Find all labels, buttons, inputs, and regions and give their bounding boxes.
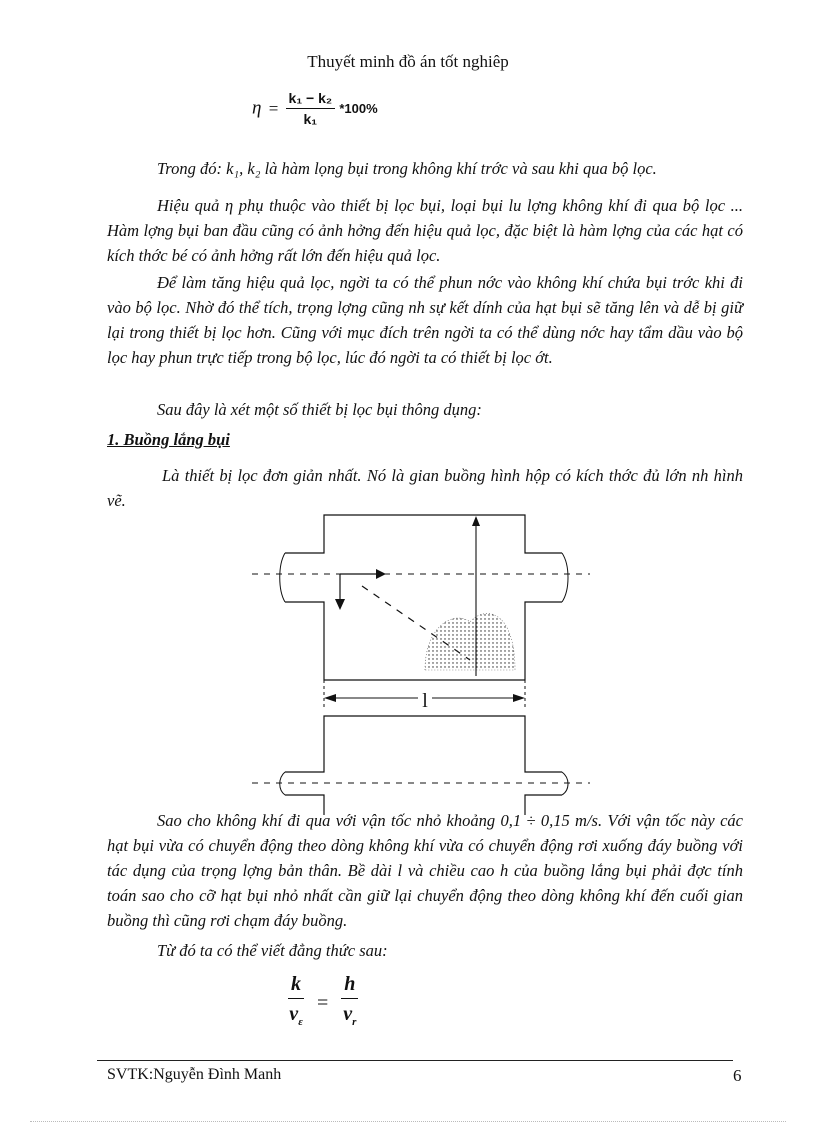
height-arrowhead (472, 516, 480, 526)
footer-rule (97, 1060, 733, 1061)
efficiency-formula (252, 88, 378, 129)
paragraph-definition: Trong đó: k₁, k₂ là hàm lọng bụi trong không khí trớc và sau khi qua bộ lọc. (157, 159, 657, 178)
right-fraction (341, 970, 358, 1037)
paragraph-velocity: Sao cho không khí đi qua với vận tốc nhỏ khoảng 0,1 ÷ 0,15 m/s. Với vận tốc này các hạt bụi vừa có chuyển động theo dòng không khí vừa có chuyển động rơi xuống đáy buồng với tác dụng của trọng lợng bản thân. Bề dài l và chiều cao h của buồng lắng bụi phải đợc tính toán sao cho cỡ hạt bụi nhỏ nhất cần giữ lại chuyển động theo dòng không khí đến cuối gian buồng thì cũng rơi chạm đáy buồng. (107, 811, 743, 930)
left-denominator: $v_\varepsilon$ (289, 1003, 303, 1028)
paragraph-water-spray: Để làm tăng hiệu quả lọc, ngời ta có thể phun nớc vào không khí chứa bụi trớc khi đi vào bộ lọc. Nhờ đó thể tích, trọng lợng cũng nh sự kết dính của hạt bụi sẽ tăng lên và dễ bị giữ lại trong thiết bị lọc hơn. Cũng với mục đích trên ngời ta có thể dùng nớc hay tẩm dầu vào bộ lọc hay phun trực tiếp trong bộ lọc, lúc đó ngời ta có thiết bị lọc ớt. (107, 273, 743, 367)
chamber-top-outline (285, 515, 562, 553)
side-top-outline (285, 716, 562, 772)
equation-equals: = (317, 992, 329, 1014)
fall-arrowhead (335, 599, 345, 610)
flow-arrowhead (376, 569, 386, 579)
length-label: l (422, 690, 428, 712)
left-numerator: k (288, 970, 304, 999)
paragraph-equation-intro: Từ đó ta có thể viết đẳng thức sau: (157, 941, 388, 960)
section-heading: 1. Buồng lắng bụi (107, 430, 230, 449)
percent-suffix: *100% (339, 101, 378, 116)
paragraph-settling-chamber: Là thiết bị lọc đơn giản nhất. Nó là gian buồng hình hộp có kích thớc đủ lớn nh hình vẽ. (107, 466, 743, 510)
settling-equation (288, 970, 358, 1037)
chamber-bottom-outline (285, 602, 562, 680)
left-fraction (288, 970, 304, 1037)
outlet-pipe-break (562, 553, 568, 602)
paragraph-efficiency: Hiệu quả η phụ thuộc vào thiết bị lọc bụi, loại bụi lu lợng không khí đi qua bộ lọc ... Hàm lợng bụi ban đầu cũng có ảnh hởng đến hiệu quả lọc, đặc biệt là hàm lợng của các hạt có kích thớc bé có ảnh hởng rất lớn đến hiệu quả lọc. (107, 196, 743, 265)
dust-deposit (425, 614, 515, 670)
fraction-denominator: k₁ (303, 111, 318, 127)
page-number: 6 (733, 1066, 742, 1085)
page-edge-dots (30, 1121, 786, 1122)
page-header: Thuyết minh đồ án tốt nghiêp (307, 52, 509, 71)
right-denominator: $v_r$ (343, 1003, 357, 1028)
eta-symbol: η (252, 97, 262, 119)
footer-author: SVTK:Nguyễn Đình Manh (107, 1066, 282, 1083)
dim-arrow-left (324, 694, 336, 702)
inlet-pipe-break (280, 553, 285, 602)
equals-sign: = (268, 98, 279, 118)
right-numerator: h (341, 970, 358, 999)
dim-arrow-right (513, 694, 525, 702)
settling-chamber-diagram (240, 510, 600, 815)
paragraph-intro-list: Sau đây là xét một số thiết bị lọc bụi thông dụng: (157, 400, 482, 419)
efficiency-fraction (286, 88, 336, 129)
fraction-numerator: k₁ − k₂ (286, 88, 336, 109)
